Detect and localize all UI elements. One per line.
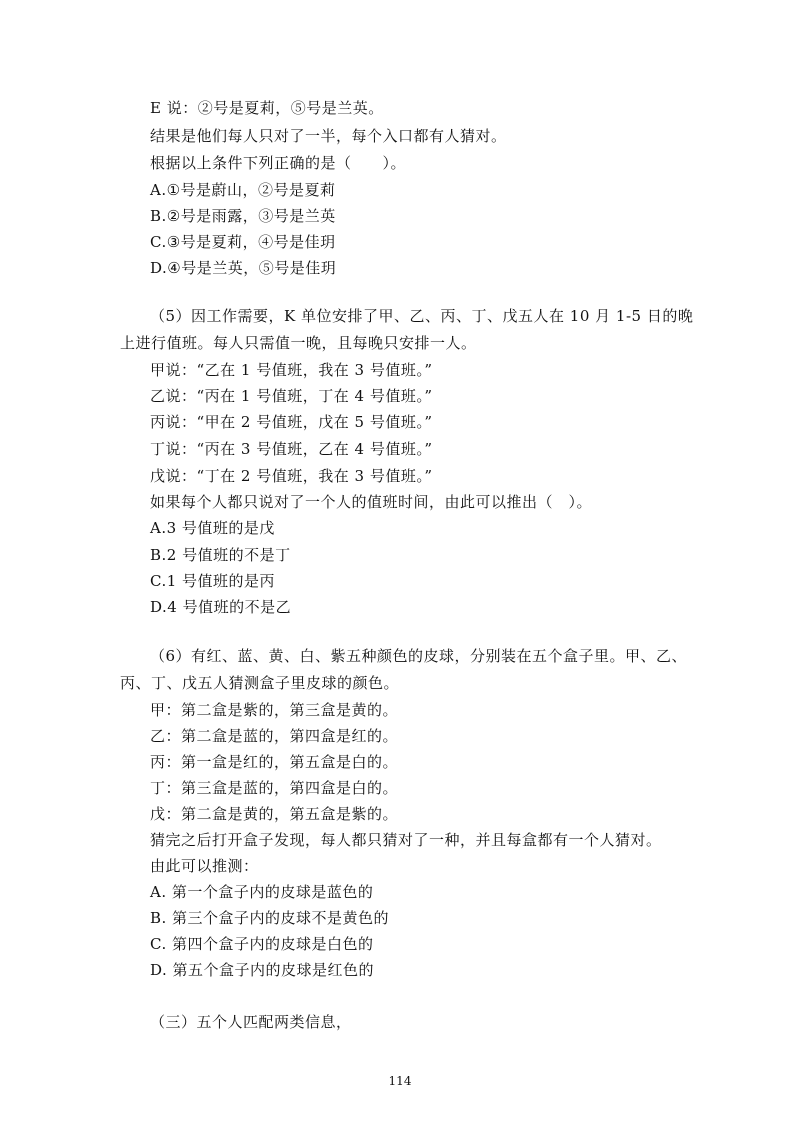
q5-option-d: D.4 号值班的不是乙 xyxy=(150,598,292,616)
q6-result-text: 猜完之后打开盒子发现，每人都只猜对了一种，并且每盒都有一个人猜对。 xyxy=(150,831,662,849)
q5-option-a: A.3 号值班的是戊 xyxy=(150,519,275,537)
q4-option-b: B.②号是雨露，③号是兰英 xyxy=(150,207,336,225)
q5-option-c: C.1 号值班的是丙 xyxy=(150,572,276,590)
q6-guess-wu: 戊：第二盒是黄的，第五盒是紫的。 xyxy=(150,805,399,823)
q6-option-b: B. 第三个盒子内的皮球不是黄色的 xyxy=(150,909,390,927)
q4-statement-e: E 说：②号是夏莉，⑤号是兰英。 xyxy=(150,99,384,117)
q4-option-a: A.①号是蔚山，②号是夏莉 xyxy=(150,181,336,199)
q6-guess-ding: 丁：第三盒是蓝的，第四盒是白的。 xyxy=(150,779,399,797)
q5-statement-ding: 丁说：“丙在 3 号值班，乙在 4 号值班。” xyxy=(150,440,433,458)
q4-question-text: 根据以上条件下列正确的是（ ）。 xyxy=(150,154,407,172)
q5-intro-line-2: 上进行值班。每人只需值一晚，且每晚只安排一人。 xyxy=(120,334,477,352)
q6-option-c: C. 第四个盒子内的皮球是白色的 xyxy=(150,935,374,953)
q5-option-b: B.2 号值班的不是丁 xyxy=(150,546,291,564)
q6-intro-line-1: （6）有红、蓝、黄、白、紫五种颜色的皮球，分别装在五个盒子里。甲、乙、 xyxy=(150,647,688,665)
page-number: 114 xyxy=(388,1074,412,1088)
section-three-heading: （三）五个人匹配两类信息， xyxy=(150,1013,352,1031)
q6-option-d: D. 第五个盒子内的皮球是红色的 xyxy=(150,961,375,979)
q6-intro-line-2: 丙、丁、戊五人猜测盒子里皮球的颜色。 xyxy=(120,674,400,692)
q5-intro-line-1: （5）因工作需要，K 单位安排了甲、乙、丙、丁、戊五人在 10 月 1-5 日的晚 xyxy=(150,307,694,325)
q6-option-a: A. 第一个盒子内的皮球是蓝色的 xyxy=(150,883,374,901)
q5-statement-wu: 戊说：“丁在 2 号值班，我在 3 号值班。” xyxy=(150,467,433,485)
q5-statement-yi: 乙说：“丙在 1 号值班，丁在 4 号值班。” xyxy=(150,387,433,405)
q4-option-c: C.③号是夏莉，④号是佳玥 xyxy=(150,233,336,251)
q5-statement-bing: 丙说：“甲在 2 号值班，戊在 5 号值班。” xyxy=(150,413,433,431)
q6-guess-yi: 乙：第二盒是蓝的，第四盒是红的。 xyxy=(150,727,399,745)
q6-guess-bing: 丙：第一盒是红的，第五盒是白的。 xyxy=(150,753,399,771)
q6-question-text: 由此可以推测： xyxy=(150,857,259,875)
q5-question-text: 如果每个人都只说对了一个人的值班时间，由此可以推出（ ）。 xyxy=(150,493,593,511)
q4-option-d: D.④号是兰英，⑤号是佳玥 xyxy=(150,259,337,277)
q6-guess-jia: 甲：第二盒是紫的，第三盒是黄的。 xyxy=(150,701,399,719)
q5-statement-jia: 甲说：“乙在 1 号值班，我在 3 号值班。” xyxy=(150,361,433,379)
q4-result-text: 结果是他们每人只对了一半，每个入口都有人猜对。 xyxy=(150,127,507,145)
